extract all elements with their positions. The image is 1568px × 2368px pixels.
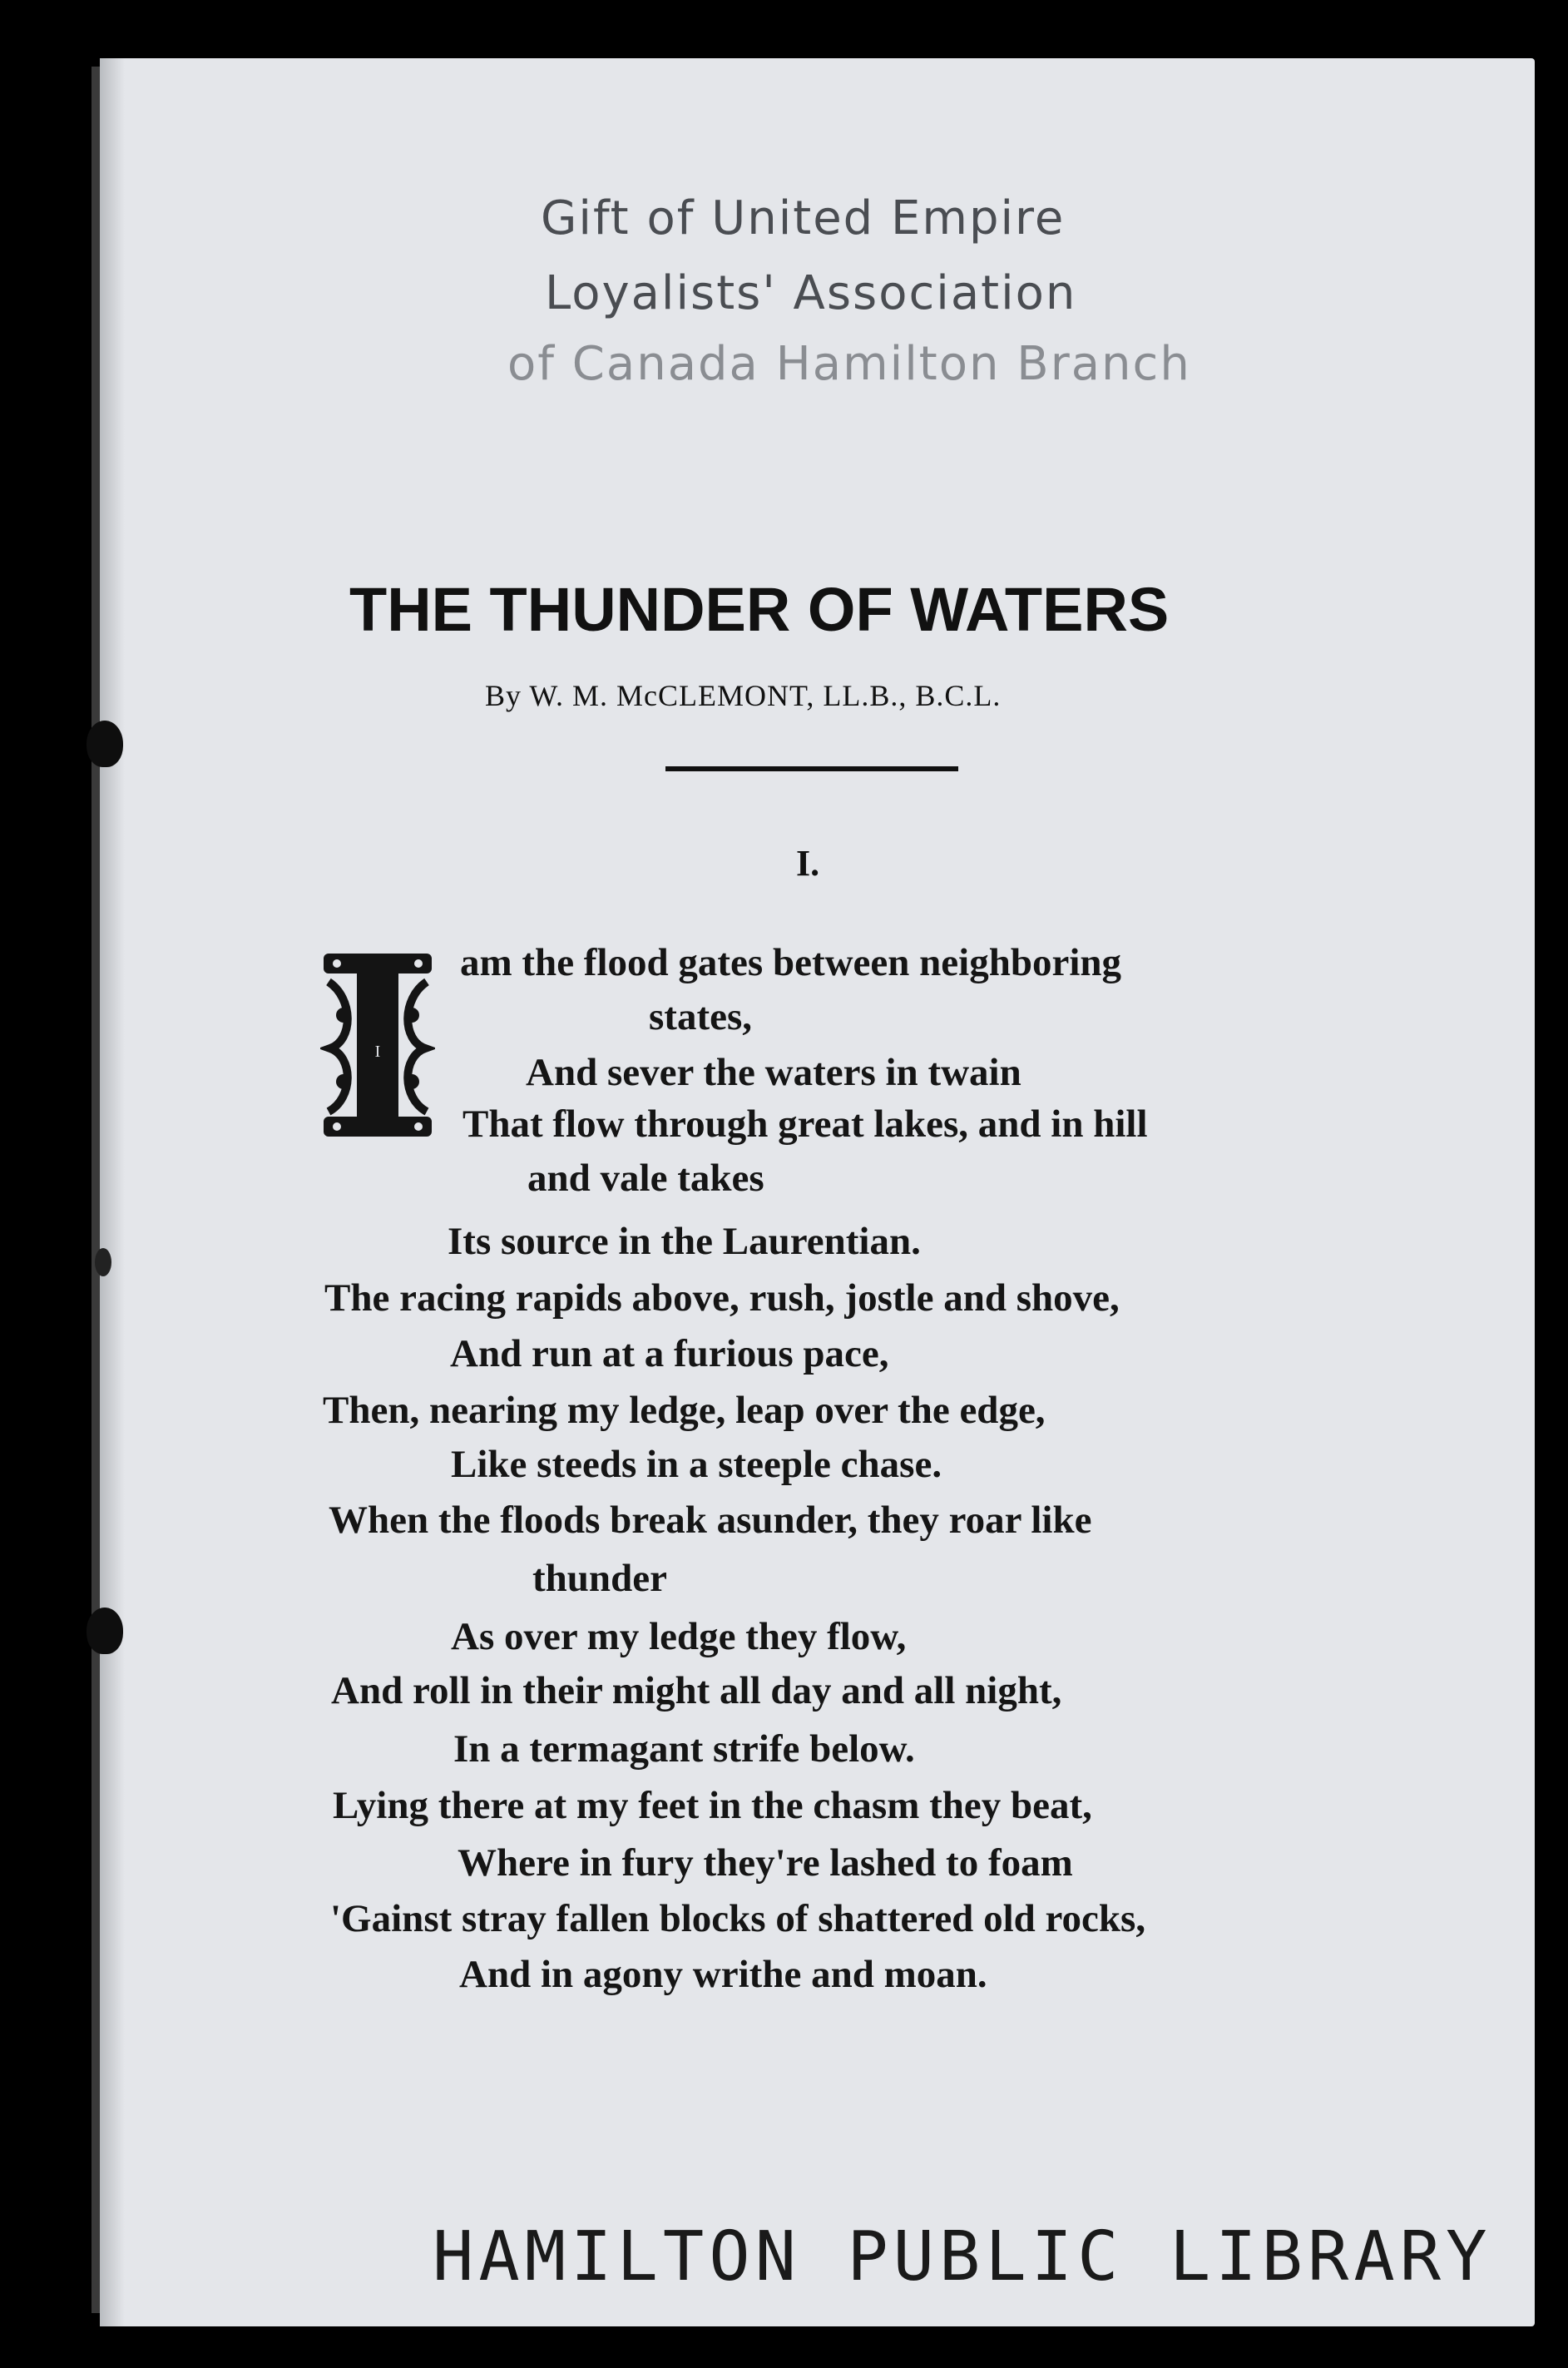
poem-line: and vale takes	[527, 1157, 764, 1200]
byline: By W. M. McCLEMONT, LL.B., B.C.L.	[485, 679, 1002, 712]
section-number: I.	[796, 843, 820, 884]
poem-line: Where in fury they're lashed to foam	[458, 1841, 1073, 1885]
poem-line: When the floods break asunder, they roar like	[329, 1499, 1092, 1542]
poem-line: The racing rapids above, rush, jostle and shove,	[324, 1276, 1120, 1320]
ornamental-drop-cap	[320, 949, 435, 1142]
poem-line: And run at a furious pace,	[450, 1332, 889, 1375]
poem-line: Its source in the Laurentian.	[448, 1220, 921, 1263]
poem-line: That flow through great lakes, and in hill	[462, 1102, 1148, 1146]
poem-line: In a termagant strife below.	[453, 1727, 915, 1771]
binding-knot	[87, 721, 123, 767]
poem-line: And in agony writhe and moan.	[459, 1953, 987, 1996]
stamp-line-2: Loyalists' Association	[545, 266, 1077, 320]
stamp-line-3: of Canada Hamilton Branch	[507, 337, 1191, 391]
stamp-line-1: Gift of United Empire	[541, 191, 1066, 245]
poem-line: Like steeds in a steeple chase.	[451, 1443, 942, 1486]
poem-title: THE THUNDER OF WATERS	[349, 575, 1170, 644]
binding-knot	[95, 1248, 111, 1276]
poem-line: am the flood gates between neighboring	[460, 941, 1122, 984]
svg-text:I: I	[374, 1043, 381, 1061]
poem-line: 'Gainst stray fallen blocks of shattered old rocks,	[330, 1897, 1146, 1940]
poem-line: And roll in their might all day and all night,	[331, 1669, 1062, 1712]
binding-spine	[92, 67, 100, 2313]
poem-line: Then, nearing my ledge, leap over the edge,	[323, 1389, 1046, 1432]
poem-line: states,	[649, 995, 752, 1038]
poem-line: Lying there at my feet in the chasm they beat,	[333, 1784, 1092, 1827]
poem-line: And sever the waters in twain	[526, 1051, 1021, 1094]
library-stamp: HAMILTON PUBLIC LIBRARY	[433, 2217, 1492, 2296]
title-rule	[665, 766, 958, 771]
poem-line: As over my ledge they flow,	[451, 1615, 907, 1658]
binding-knot	[87, 1608, 123, 1654]
poem-line: thunder	[532, 1557, 667, 1600]
binding-shadow	[100, 58, 125, 2326]
